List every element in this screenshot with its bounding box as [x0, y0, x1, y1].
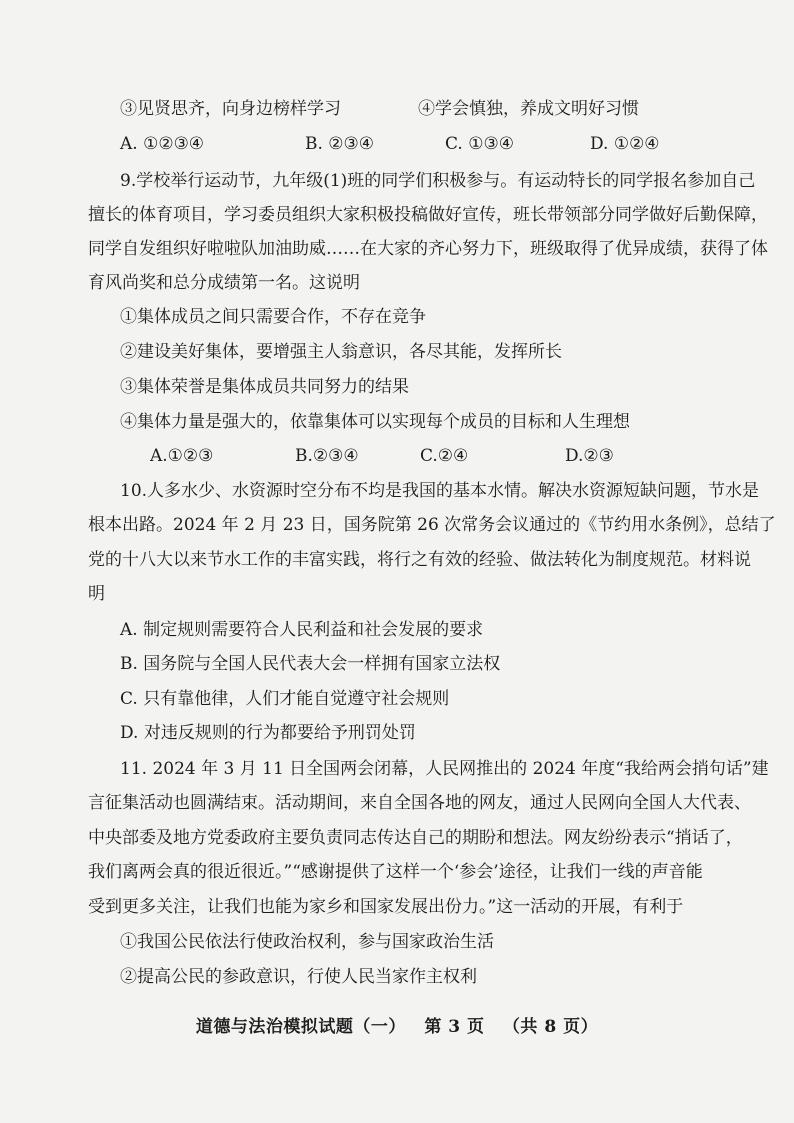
q8-item-3: ③见贤思齐，向身边榜样学习 — [120, 99, 341, 119]
q10-stem-line-3: 党的十八大以来节水工作的丰富实践，将行之有效的经验、做法转化为制度规范。材料说 — [88, 550, 751, 570]
q9-option-a: A.①②③ — [150, 446, 214, 466]
q9-stem-line-2: 擅长的体育项目，学习委员组织大家积极投稿做好宣传，班长带领部分同学做好后勤保障， — [88, 205, 768, 225]
q10-option-a: A. 制定规则需要符合人民利益和社会发展的要求 — [120, 620, 484, 640]
q10-stem-line-1: 10.人多水少、水资源时空分布不均是我国的基本水情。解决水资源短缺问题，节水是 — [120, 481, 760, 501]
q9-item-4: ④集体力量是强大的，依靠集体可以实现每个成员的目标和人生理想 — [120, 412, 630, 432]
q9-stem-line-1: 9.学校举行运动节，九年级(1)班的同学们积极参与。有运动特长的同学报名参加自己 — [120, 171, 756, 191]
q9-item-2: ②建设美好集体，要增强主人翁意识，各尽其能，发挥所长 — [120, 342, 562, 362]
q9-stem-line-4: 育风尚奖和总分成绩第一名。这说明 — [88, 273, 360, 293]
footer-page-number: 第 3 页 — [424, 1017, 485, 1037]
q9-option-b: B.②③④ — [295, 446, 359, 466]
q10-stem-line-2: 根本出路。2024 年 2 月 23 日，国务院第 26 次常务会议通过的《节约用水条例》，总结了 — [88, 515, 776, 535]
q11-stem-line-2: 言征集活动也圆满结束。活动期间，来自全国各地的网友，通过人民网向全国人大代表、 — [88, 793, 751, 813]
q8-option-a: A. ①②③④ — [120, 134, 205, 154]
q11-stem-line-3: 中央部委及地方党委政府主要负责同志传达自己的期盼和想法。网友纷纷表示“捎话了， — [88, 828, 743, 848]
q8-option-d: D. ①②④ — [590, 134, 660, 154]
q11-stem-line-1: 11. 2024 年 3 月 11 日全国两会闭幕，人民网推出的 2024 年度“我给两会捎句话”建 — [120, 759, 769, 779]
q10-option-c: C. 只有靠他律，人们才能自觉遵守社会规则 — [120, 689, 450, 709]
page-footer — [0, 1012, 794, 1037]
footer-total-pages: （共 8 页） — [502, 1017, 599, 1037]
q9-item-3: ③集体荣誉是集体成员共同努力的结果 — [120, 377, 409, 397]
q10-stem-line-4: 明 — [88, 584, 105, 604]
q11-item-2: ②提高公民的参政意识，行使人民当家作主权利 — [120, 967, 477, 987]
footer-exam-title: 道德与法治模拟试题（一） — [195, 1017, 406, 1037]
q10-option-d: D. 对违反规则的行为都要给予刑罚处罚 — [120, 723, 416, 743]
q9-option-d: D.②③ — [565, 446, 614, 466]
q9-item-1: ①集体成员之间只需要合作，不存在竞争 — [120, 307, 426, 327]
q9-option-c: C.②④ — [420, 446, 469, 466]
q8-option-b: B. ②③④ — [305, 134, 375, 154]
q11-item-1: ①我国公民依法行使政治权利，参与国家政治生活 — [120, 932, 494, 952]
q10-option-b: B. 国务院与全国人民代表大会一样拥有国家立法权 — [120, 654, 501, 674]
q11-stem-line-5: 受到更多关注，让我们也能为家乡和国家发展出份力。”这一活动的开展，有利于 — [88, 897, 684, 917]
q8-option-c: C. ①③④ — [445, 134, 514, 154]
q8-item-4: ④学会慎独，养成文明好习惯 — [418, 99, 639, 119]
q9-stem-line-3: 同学自发组织好啦啦队加油助威……在大家的齐心努力下，班级取得了优异成绩，获得了体 — [88, 239, 768, 259]
q11-stem-line-4: 我们离两会真的很近很近。”“感谢提供了这样一个‘参会’途径，让我们一线的声音能 — [88, 862, 703, 882]
